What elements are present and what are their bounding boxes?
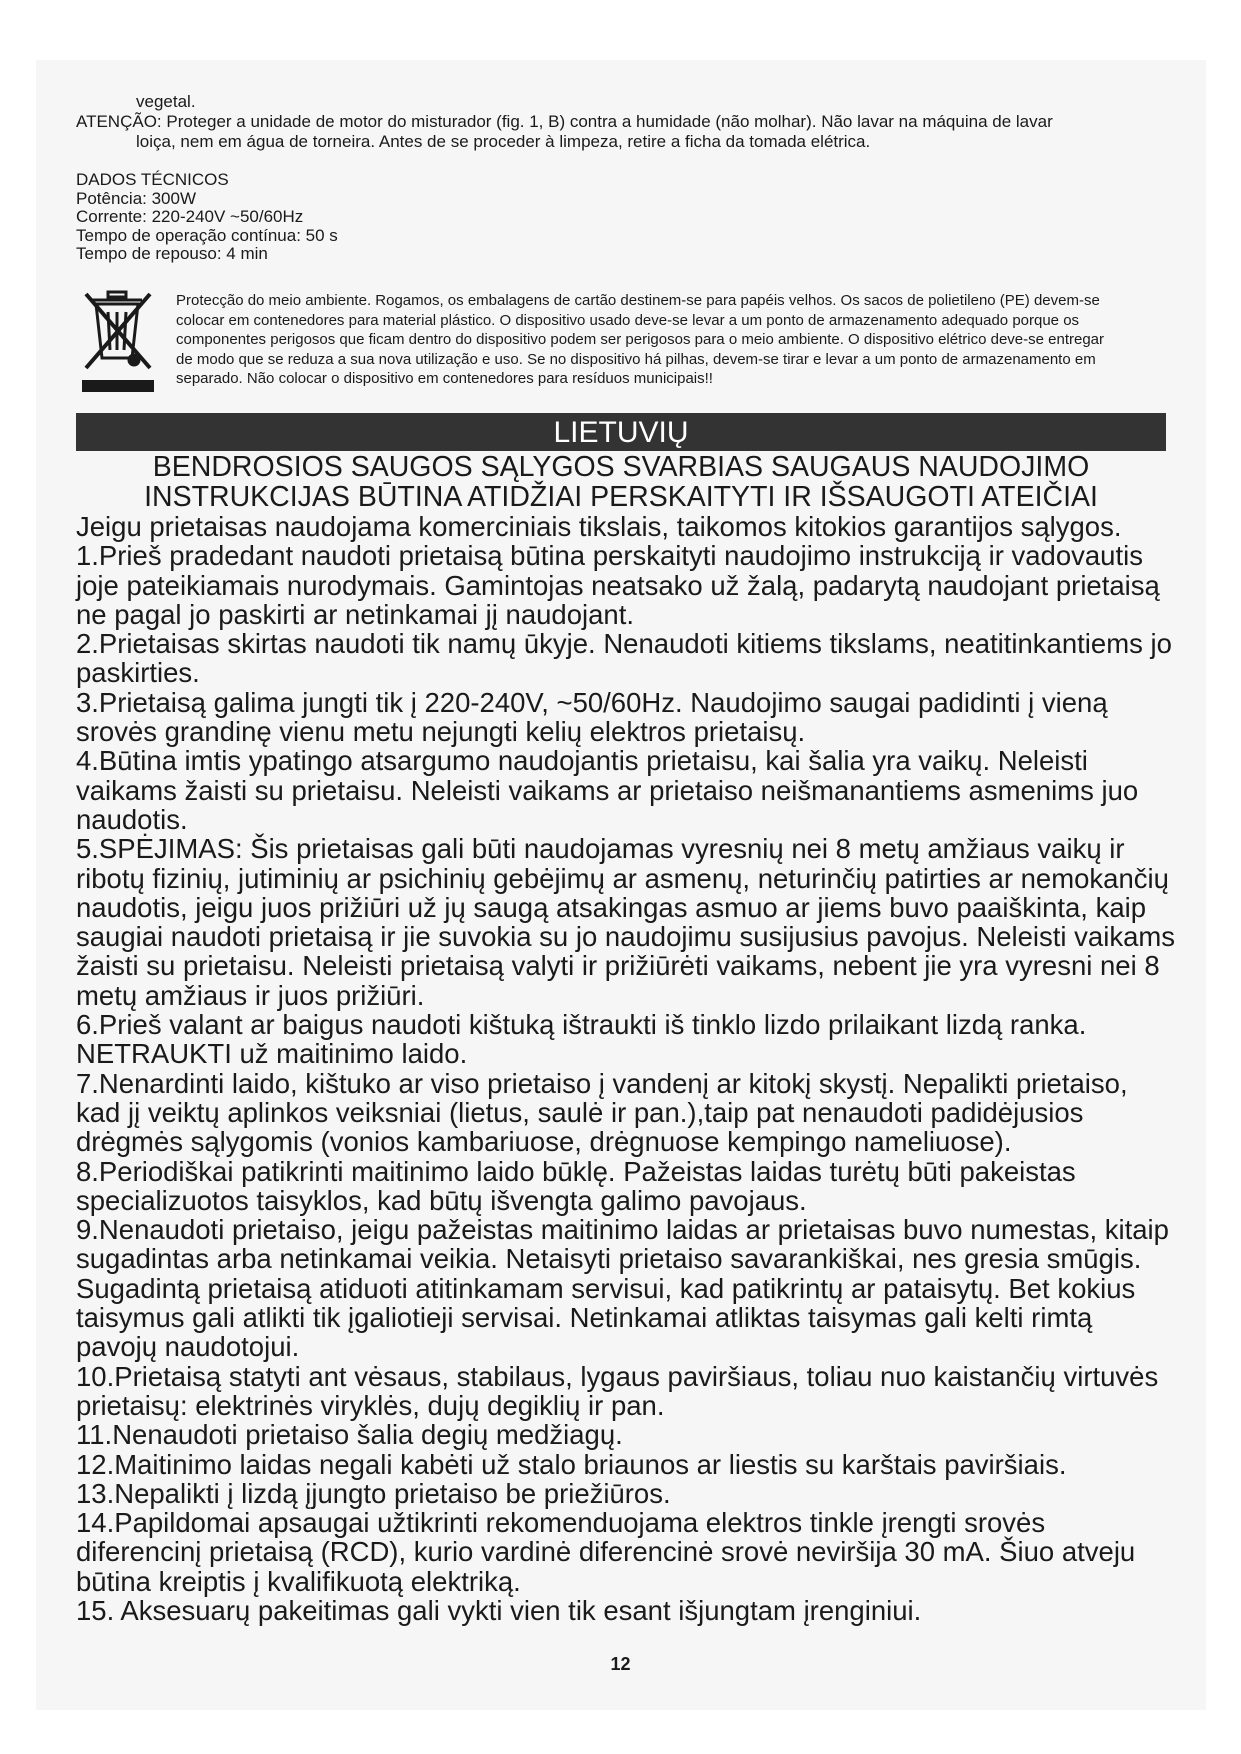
environment-line: componentes perigosos que ficam dentro do dispositivo podem ser perigosos para o meio ambiente. O dispositivo elétrico deve-se entregar bbox=[176, 331, 1105, 348]
instruction-line: drėgmės sąlygomis (vonios kambariuose, drėgnuose kempingo nameliuose). bbox=[76, 1126, 1012, 1158]
environment-protection-text bbox=[176, 291, 1176, 389]
instruction-line: taisymus gali atlikti tik įgaliotieji servisai. Netinkamai atliktas taisymas gali kelti rimtą bbox=[76, 1302, 1093, 1334]
instruction-line: 6.Prieš valant ar baigus naudoti kištuką ištraukti iš tinklo lizdo prilaikant lizdą ranka. bbox=[76, 1009, 1087, 1041]
technical-data-rest: Tempo de repouso: 4 min bbox=[76, 244, 268, 263]
instruction-line: kad jį veiktų aplinkos veiksniai (lietus, saulė ir pan.),taip pat nenaudoti padidėjusios bbox=[76, 1096, 1084, 1128]
instruction-line: būtina kreiptis į kvalifikuotą elektriką. bbox=[76, 1565, 521, 1597]
instruction-line: 14.Papildomai apsaugai užtikrinti rekomenduojama elektros tinkle įrengti srovės bbox=[76, 1507, 1046, 1539]
instruction-line: 4.Būtina imtis ypatingo atsargumo naudojantis prietaisu, kai šalia yra vaikų. Neleisti bbox=[76, 745, 1088, 777]
instruction-line: 1.Prieš pradedant naudoti prietaisą būtina perskaityti naudojimo instrukciją ir vadovautis bbox=[76, 540, 1143, 572]
instruction-line: Jeigu prietaisas naudojama komerciniais tikslais, taikomos kitokios garantijos sąlygos. bbox=[76, 511, 1122, 542]
environment-line: separado. Não colocar o dispositivo em contenedores para resíduos municipais!! bbox=[176, 370, 713, 387]
instruction-line: žaisti su prietaisu. Neleisti prietaisą valyti ir prižiūrėti vaikams, nebent jie yra vyresni nei 8 bbox=[76, 950, 1160, 982]
technical-data bbox=[76, 171, 338, 264]
instruction-line: 10.Prietaisą statyti ant vėsaus, stabilaus, lygaus paviršiaus, toliau nuo kaistančių virtuvės bbox=[76, 1360, 1159, 1392]
instruction-line: 5.SPĖJIMAS: Šis prietaisas gali būti naudojamas vyresnių nei 8 metų amžiaus vaikų ir bbox=[76, 833, 1125, 865]
safety-heading bbox=[76, 452, 1166, 512]
instruction-line: saugiai naudoti prietaisą ir jie suvokia su jo naudojimu susijusius pavojus. Neleisti vaikams bbox=[76, 921, 1176, 953]
safety-heading-line: BENDROSIOS SAUGOS SĄLYGOS SVARBIAS SAUGAUS NAUDOJIMO bbox=[152, 451, 1090, 483]
environment-line: Protecção do meio ambiente. Rogamos, os embalagens de cartão destinem-se para papéis velhos. Os sacos de polietileno (PE) devem-se bbox=[176, 292, 1100, 309]
instruction-line: diferencinį prietaisą (RCD), kurio vardinė diferencinė srovė neviršija 30 mA. Šiuo atveju bbox=[76, 1536, 1136, 1568]
page-number: 12 bbox=[610, 1654, 631, 1674]
instruction-line: 9.Nenaudoti prietaiso, jeigu pažeistas maitinimo laidas ar prietaisas buvo numestas, kitaip bbox=[76, 1214, 1169, 1246]
attention-line-continued: loiça, nem em água de torneira. Antes de se proceder à limpeza, retire a ficha da tomada elétrica. bbox=[136, 132, 871, 151]
instruction-line: 8.Periodiškai patikrinti maitinimo laido būklę. Pažeistas laidas turėtų būti pakeistas bbox=[76, 1155, 1076, 1187]
instruction-line: ribotų fizinių, jutiminių ar psichinių gebėjimų ar asmenų, neturinčių patirties ar nemokančių bbox=[76, 862, 1169, 894]
safety-heading-line: INSTRUKCIJAS BŪTINA ATIDŽIAI PERSKAITYTI IR IŠSAUGOTI ATEIČIAI bbox=[144, 481, 1098, 513]
instruction-line: Sugadintą prietaisą atiduoti atitinkamam servisui, kad patikrintų ar pataisytų. Bet kokius bbox=[76, 1272, 1136, 1304]
instruction-line: naudotis, jeigu juos prižiūri už jų saugą atsakingas asmuo ar jiems buvo paaiškinta, kaip bbox=[76, 891, 1147, 923]
instruction-line: vaikams žaisti su prietaisu. Neleisti vaikams ar prietaiso neišmanantiems asmenims juo bbox=[76, 774, 1139, 806]
technical-data-current: Corrente: 220-240V ~50/60Hz bbox=[76, 207, 304, 226]
instruction-line: srovės grandinę vienu metu nejungti kelių elektros prietaisų. bbox=[76, 716, 806, 748]
instruction-line: 7.Nenardinti laido, kištuko ar viso prietaiso į vandenį ar kitokį skystį. Nepalikti prietaiso, bbox=[76, 1067, 1128, 1099]
instruction-line: 2.Prietaisas skirtas naudoti tik namų ūkyje. Nenaudoti kitiems tikslams, neatitinkantiems jo bbox=[76, 628, 1172, 660]
instruction-line: 12.Maitinimo laidas negali kabėti už stalo briaunos ar liestis su karštais paviršiais. bbox=[76, 1448, 1067, 1480]
instruction-line: 15. Aksesuarų pakeitimas gali vykti vien tik esant išjungtam įrenginiui. bbox=[76, 1594, 922, 1626]
instruction-line: ne pagal jo paskirti ar netinkamai jį naudojant. bbox=[76, 598, 634, 630]
instruction-line: NETRAUKTI už maitinimo laido. bbox=[76, 1038, 468, 1070]
technical-data-power: Potência: 300W bbox=[76, 188, 197, 208]
environment-line: de modo que se reduza a sua nova utilização e uso. Se no dispositivo há pilhas, devem-se tirar e levar a um ponto de armazenamento em bbox=[176, 350, 1096, 368]
instruction-line: 3.Prietaisą galima jungti tik į 220-240V, ~50/60Hz. Naudojimo saugai padidinti į vieną bbox=[76, 686, 1108, 718]
instruction-line: 13.Nepalikti į lizdą įjungto prietaiso be priežiūros. bbox=[76, 1477, 671, 1509]
instruction-line: specializuotos taisyklos, kad būtų išvengta galimo pavojaus. bbox=[76, 1184, 807, 1216]
top-text-line: vegetal. bbox=[136, 92, 196, 111]
instruction-line: pavojų naudotojui. bbox=[76, 1331, 300, 1363]
safety-instructions bbox=[76, 512, 1196, 1625]
instruction-line: joje pateikiamais nurodymais. Gamintojas neatsako už žalą, padarytą naudojant prietaisą bbox=[76, 569, 1160, 601]
environment-line: colocar em contenedores para material plástico. O dispositivo usado deve-se levar a um ponto de armazenamento adequado porque os bbox=[176, 311, 1080, 329]
attention-line: ATENÇÃO: Proteger a unidade de motor do misturador (fig. 1, B) contra a humidade (não molhar). Não lavar na máquina de lavar bbox=[76, 112, 1053, 131]
technical-data-title: DADOS TÉCNICOS bbox=[76, 170, 229, 189]
technical-data-continuous: Tempo de operação contínua: 50 s bbox=[76, 225, 338, 245]
instruction-line: metų amžiaus ir juos prižiūri. bbox=[76, 979, 425, 1011]
instruction-line: sugadintas arba netinkamai veikia. Netaisyti prietaiso savarankiškai, nes gresia smūgis. bbox=[76, 1243, 1142, 1275]
instruction-line: naudotis. bbox=[76, 803, 188, 835]
instruction-line: prietaisų: elektrinės viryklės, dujų degiklių ir pan. bbox=[76, 1389, 665, 1421]
language-banner: LIETUVIŲ bbox=[76, 413, 1166, 451]
instruction-line: 11.Nenaudoti prietaiso šalia degių medžiagų. bbox=[76, 1419, 623, 1451]
instruction-line: paskirties. bbox=[76, 657, 200, 689]
crossed-out-wheeled-bin-icon bbox=[80, 288, 156, 394]
